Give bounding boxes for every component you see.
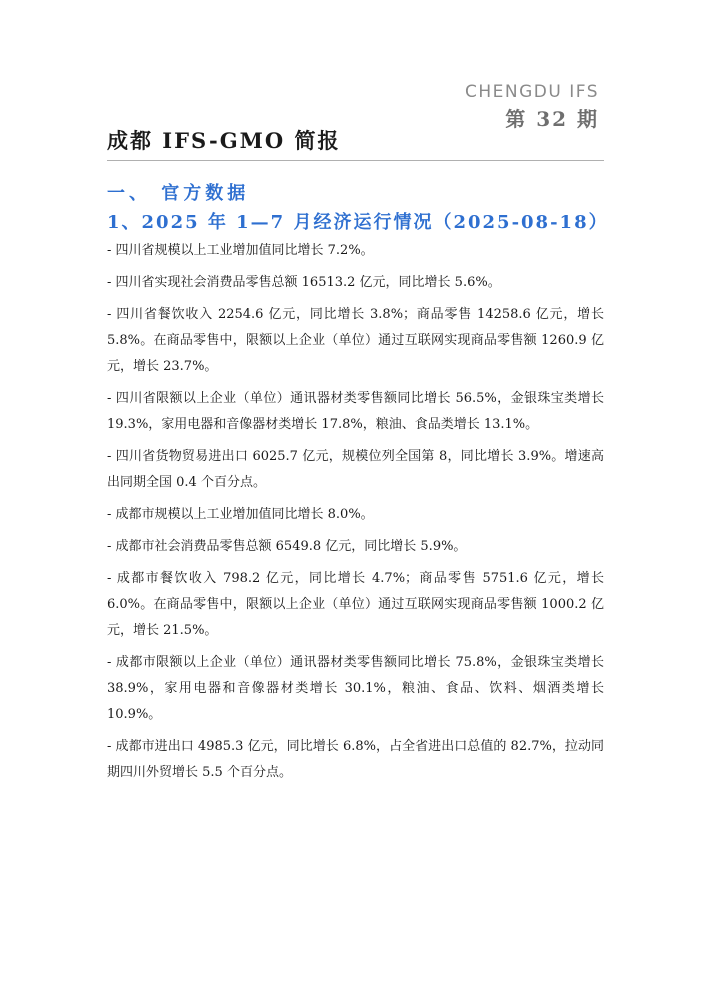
list-item: - 四川省实现社会消费品零售总额 16513.2 亿元，同比增长 5.6%。	[107, 275, 501, 290]
header-divider	[107, 160, 604, 161]
list-item: - 四川省餐饮收入 2254.6 亿元，同比增长 3.8%；商品零售 14258.6 亿元，增长 5.8%。在商品零售中，限额以上企业（单位）通过互联网实现商品零售额 1260.9 亿元，增长 23.7%。	[107, 307, 604, 374]
brand-name: CHENGDU IFS	[464, 82, 599, 102]
issue-number: 第 32 期	[505, 107, 599, 131]
list-item: - 四川省限额以上企业（单位）通讯器材类零售额同比增长 56.5%，金银珠宝类增长 19.3%，家用电器和音像器材类增长 17.8%，粮油、食品类增长 13.1%。	[107, 391, 604, 432]
report-title: 成都 IFS-GMO 简报	[107, 128, 341, 153]
list-item: - 成都市限额以上企业（单位）通讯器材类零售额同比增长 75.8%，金银珠宝类增长 38.9%，家用电器和音像器材类增长 30.1%，粮油、食品、饮料、烟酒类增长 10.9%。	[107, 655, 604, 722]
bulletin-content	[107, 238, 604, 792]
list-item: - 四川省货物贸易进出口 6025.7 亿元，规模位列全国第 8，同比增长 3.9%。增速高出同期全国 0.4 个百分点。	[107, 449, 604, 490]
section-heading: 一、 官方数据	[107, 183, 250, 204]
list-item: - 成都市进出口 4985.3 亿元，同比增长 6.8%，占全省进出口总值的 82.7%，拉动同期四川外贸增长 5.5 个百分点。	[107, 739, 604, 780]
list-item: - 成都市社会消费品零售总额 6549.8 亿元，同比增长 5.9%。	[107, 539, 467, 554]
list-item: - 成都市餐饮收入 798.2 亿元，同比增长 4.7%；商品零售 5751.6 亿元，增长 6.0%。在商品零售中，限额以上企业（单位）通过互联网实现商品零售额 1000.2 亿元，增长 21.5%。	[107, 571, 604, 638]
list-item: - 成都市规模以上工业增加值同比增长 8.0%。	[107, 507, 374, 522]
list-item: - 四川省规模以上工业增加值同比增长 7.2%。	[107, 243, 374, 258]
subsection-heading: 1、2025 年 1—7 月经济运行情况（2025-08-18）	[107, 212, 609, 233]
